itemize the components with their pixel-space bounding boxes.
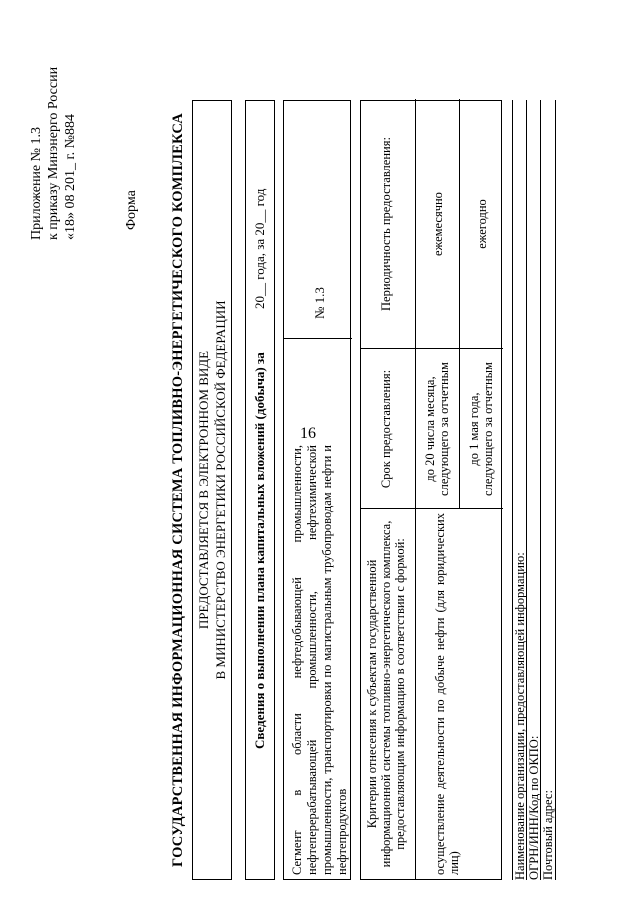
appendix-line-2: к приказу Минэнерго России <box>46 66 61 240</box>
form-number: № 1.3 <box>312 287 327 319</box>
header-divider <box>415 99 416 879</box>
page-number: 16 <box>300 425 316 442</box>
provide-line-2: В МИНИСТЕРСТВО ЭНЕРГЕТИКИ РОССИЙСКОЙ ФЕДЕРАЦИИ <box>213 300 228 680</box>
form-title-period: 20__ года, за 20__ год <box>252 188 267 310</box>
segment-box <box>283 100 351 880</box>
period-monthly: ежемесячно <box>431 192 445 256</box>
criteria-table <box>360 100 502 880</box>
segment-text: Сегмент в области нефтедобывающей промышленности, нефтеперерабатывающей промышленности, нефтехимической промышленности, транспортировки по магистральным трубопроводам нефти и нефтепродуктов <box>290 445 349 875</box>
deadline-yearly: до 1 мая года, следующего за отчетным <box>467 362 495 496</box>
form-title-bold: Сведения о выполнении плана капитальных вложений (добыча) за <box>252 352 267 749</box>
criteria-row: осуществление деятельности по добыче нефти (для юридических лиц) <box>433 513 461 875</box>
appendix-line-3: «18» 08 201_ г. №884 <box>63 113 78 240</box>
footer-ogrn: ОГРН/ИНН/Код по ОКПО: <box>526 100 541 880</box>
period-yearly: ежегодно <box>475 199 489 249</box>
footer-org: Наименование организации, предоставляющей информацию: <box>512 100 527 880</box>
header-deadline: Срок предоставления: <box>379 369 393 489</box>
gov-system-title: ГОСУДАРСТВЕННАЯ ИНФОРМАЦИОННАЯ СИСТЕМА ТОПЛИВНО-ЭНЕРГЕТИЧЕСКОГО КОМПЛЕКСА <box>170 113 186 867</box>
provide-box <box>192 100 232 880</box>
form-label: Форма <box>124 190 139 230</box>
appendix-header <box>28 66 79 240</box>
header-criteria: Критерии отнесения к субъектам государственной информационной системы топливно-энергетического комплекса, предоставляющим информацию в соответствии с формой: <box>365 520 407 868</box>
footer-address: Почтовый адрес: <box>540 100 556 880</box>
segment-divider <box>284 338 352 339</box>
appendix-line-1: Приложение № 1.3 <box>29 127 44 240</box>
row-divider <box>459 99 460 509</box>
deadline-monthly: до 20 числа месяца, следующего за отчетным <box>423 362 451 496</box>
header-period: Периодичность предоставления: <box>379 137 393 311</box>
provide-line-1: ПРЕДОСТАВЛЯЕТСЯ В ЭЛЕКТРОННОМ ВИДЕ <box>196 350 211 630</box>
form-title-box <box>245 100 275 880</box>
rotated-form-sheet <box>20 66 620 880</box>
